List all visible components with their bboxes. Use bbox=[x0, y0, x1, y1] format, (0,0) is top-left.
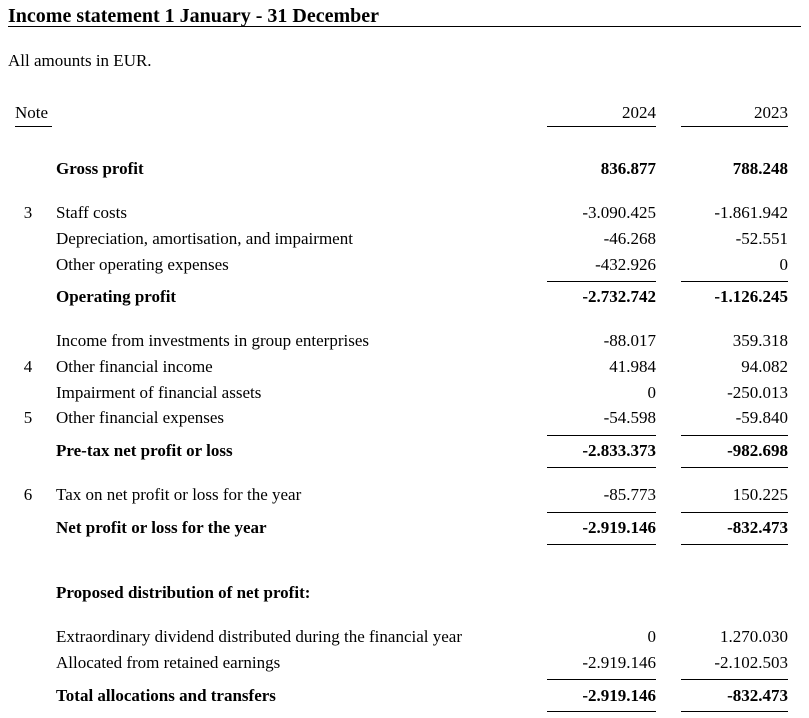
amount-2023: -832.473 bbox=[727, 686, 788, 705]
subtotal-rule-prior bbox=[681, 467, 788, 468]
amount-2023: -59.840 bbox=[735, 408, 788, 427]
table-row bbox=[0, 202, 809, 224]
line-item-label: Other operating expenses bbox=[56, 255, 229, 274]
line-item-label: Gross profit bbox=[56, 159, 144, 178]
amount-2024: -54.598 bbox=[603, 408, 656, 427]
line-item-label: Income from investments in group enterprises bbox=[56, 331, 370, 350]
amount-2023: -1.861.942 bbox=[714, 203, 788, 222]
table-row bbox=[0, 652, 809, 674]
table-row bbox=[0, 517, 809, 539]
line-item-label: Other financial income bbox=[56, 357, 213, 376]
amount-2024: -2.732.742 bbox=[582, 287, 656, 306]
line-item-label: Extraordinary dividend distributed during the financial year bbox=[56, 627, 462, 646]
line-item-label: Allocated from retained earnings bbox=[56, 653, 281, 672]
amount-2023: -982.698 bbox=[727, 441, 788, 460]
amount-2024: -85.773 bbox=[603, 485, 656, 504]
amount-2024: 41.984 bbox=[609, 357, 656, 376]
line-item-label: Operating profit bbox=[56, 287, 177, 306]
amount-2024: -2.919.146 bbox=[582, 518, 656, 537]
line-item-label: Pre-tax net profit or loss bbox=[56, 441, 233, 460]
table-row bbox=[0, 254, 809, 276]
total-rule-current bbox=[547, 711, 656, 712]
table-row bbox=[0, 407, 809, 429]
note-number: 5 bbox=[23, 408, 33, 427]
line-item-label: Staff costs bbox=[56, 203, 127, 222]
subtotal-rule-prior bbox=[681, 435, 788, 436]
line-item-label: Net profit or loss for the year bbox=[56, 518, 267, 537]
amount-2024: -2.833.373 bbox=[582, 441, 656, 460]
note-column-header: Note bbox=[15, 103, 49, 122]
line-item-label: Other financial expenses bbox=[56, 408, 225, 427]
line-item-label: Proposed distribution of net profit: bbox=[56, 583, 311, 602]
table-row bbox=[0, 440, 809, 462]
table-row bbox=[0, 382, 809, 404]
subtotal-rule-current bbox=[547, 435, 656, 436]
subtotal-rule-current bbox=[547, 512, 656, 513]
amount-2023: -250.013 bbox=[727, 383, 788, 402]
subtotal-rule-prior bbox=[681, 281, 788, 282]
amount-2024: -46.268 bbox=[603, 229, 656, 248]
amount-2024: 0 bbox=[647, 383, 656, 402]
line-item-label: Depreciation, amortisation, and impairment bbox=[56, 229, 353, 248]
note-number: 3 bbox=[23, 203, 33, 222]
amount-2023: -52.551 bbox=[735, 229, 788, 248]
subtotal-rule-prior bbox=[681, 679, 788, 680]
amount-2023: 788.248 bbox=[732, 159, 788, 178]
amount-2024: -88.017 bbox=[603, 331, 656, 350]
table-row bbox=[0, 582, 809, 604]
amount-2023: 94.082 bbox=[741, 357, 788, 376]
line-item-label: Tax on net profit or loss for the year bbox=[56, 485, 302, 504]
amount-2023: -1.126.245 bbox=[714, 287, 788, 306]
table-row bbox=[0, 228, 809, 250]
amount-2024: -3.090.425 bbox=[582, 203, 656, 222]
subtotal-rule-prior bbox=[681, 512, 788, 513]
note-header-underline bbox=[15, 126, 52, 127]
table-row bbox=[0, 626, 809, 648]
year-prior-header: 2023 bbox=[754, 103, 788, 122]
table-row bbox=[0, 484, 809, 506]
note-number: 4 bbox=[23, 357, 33, 376]
table-row bbox=[0, 158, 809, 180]
total-rule-prior bbox=[681, 544, 788, 545]
amount-2024: 836.877 bbox=[600, 159, 656, 178]
amount-2023: 150.225 bbox=[732, 485, 788, 504]
table-row bbox=[0, 330, 809, 352]
subtotal-rule-current bbox=[547, 679, 656, 680]
table-row bbox=[0, 356, 809, 378]
note-number: 6 bbox=[23, 485, 33, 504]
line-item-label: Total allocations and transfers bbox=[56, 686, 276, 705]
total-rule-current bbox=[547, 544, 656, 545]
table-row bbox=[0, 286, 809, 308]
amount-2024: -2.919.146 bbox=[582, 653, 656, 672]
amount-2023: -832.473 bbox=[727, 518, 788, 537]
title-underline bbox=[8, 26, 801, 27]
subtotal-rule-current bbox=[547, 281, 656, 282]
amount-2023: 359.318 bbox=[732, 331, 788, 350]
header-underline-current bbox=[547, 126, 656, 127]
subtotal-rule-current bbox=[547, 467, 656, 468]
table-row bbox=[0, 685, 809, 707]
amount-2023: -2.102.503 bbox=[714, 653, 788, 672]
line-item-label: Impairment of financial assets bbox=[56, 383, 262, 402]
statement-title: Income statement 1 January - 31 December bbox=[8, 5, 380, 27]
total-rule-prior bbox=[681, 711, 788, 712]
amount-2024: 0 bbox=[647, 627, 656, 646]
year-current-header: 2024 bbox=[622, 103, 656, 122]
amount-2023: 1.270.030 bbox=[720, 627, 788, 646]
currency-note: All amounts in EUR. bbox=[8, 51, 152, 70]
amount-2023: 0 bbox=[779, 255, 788, 274]
header-underline-prior bbox=[681, 126, 788, 127]
amount-2024: -432.926 bbox=[595, 255, 656, 274]
amount-2024: -2.919.146 bbox=[582, 686, 656, 705]
